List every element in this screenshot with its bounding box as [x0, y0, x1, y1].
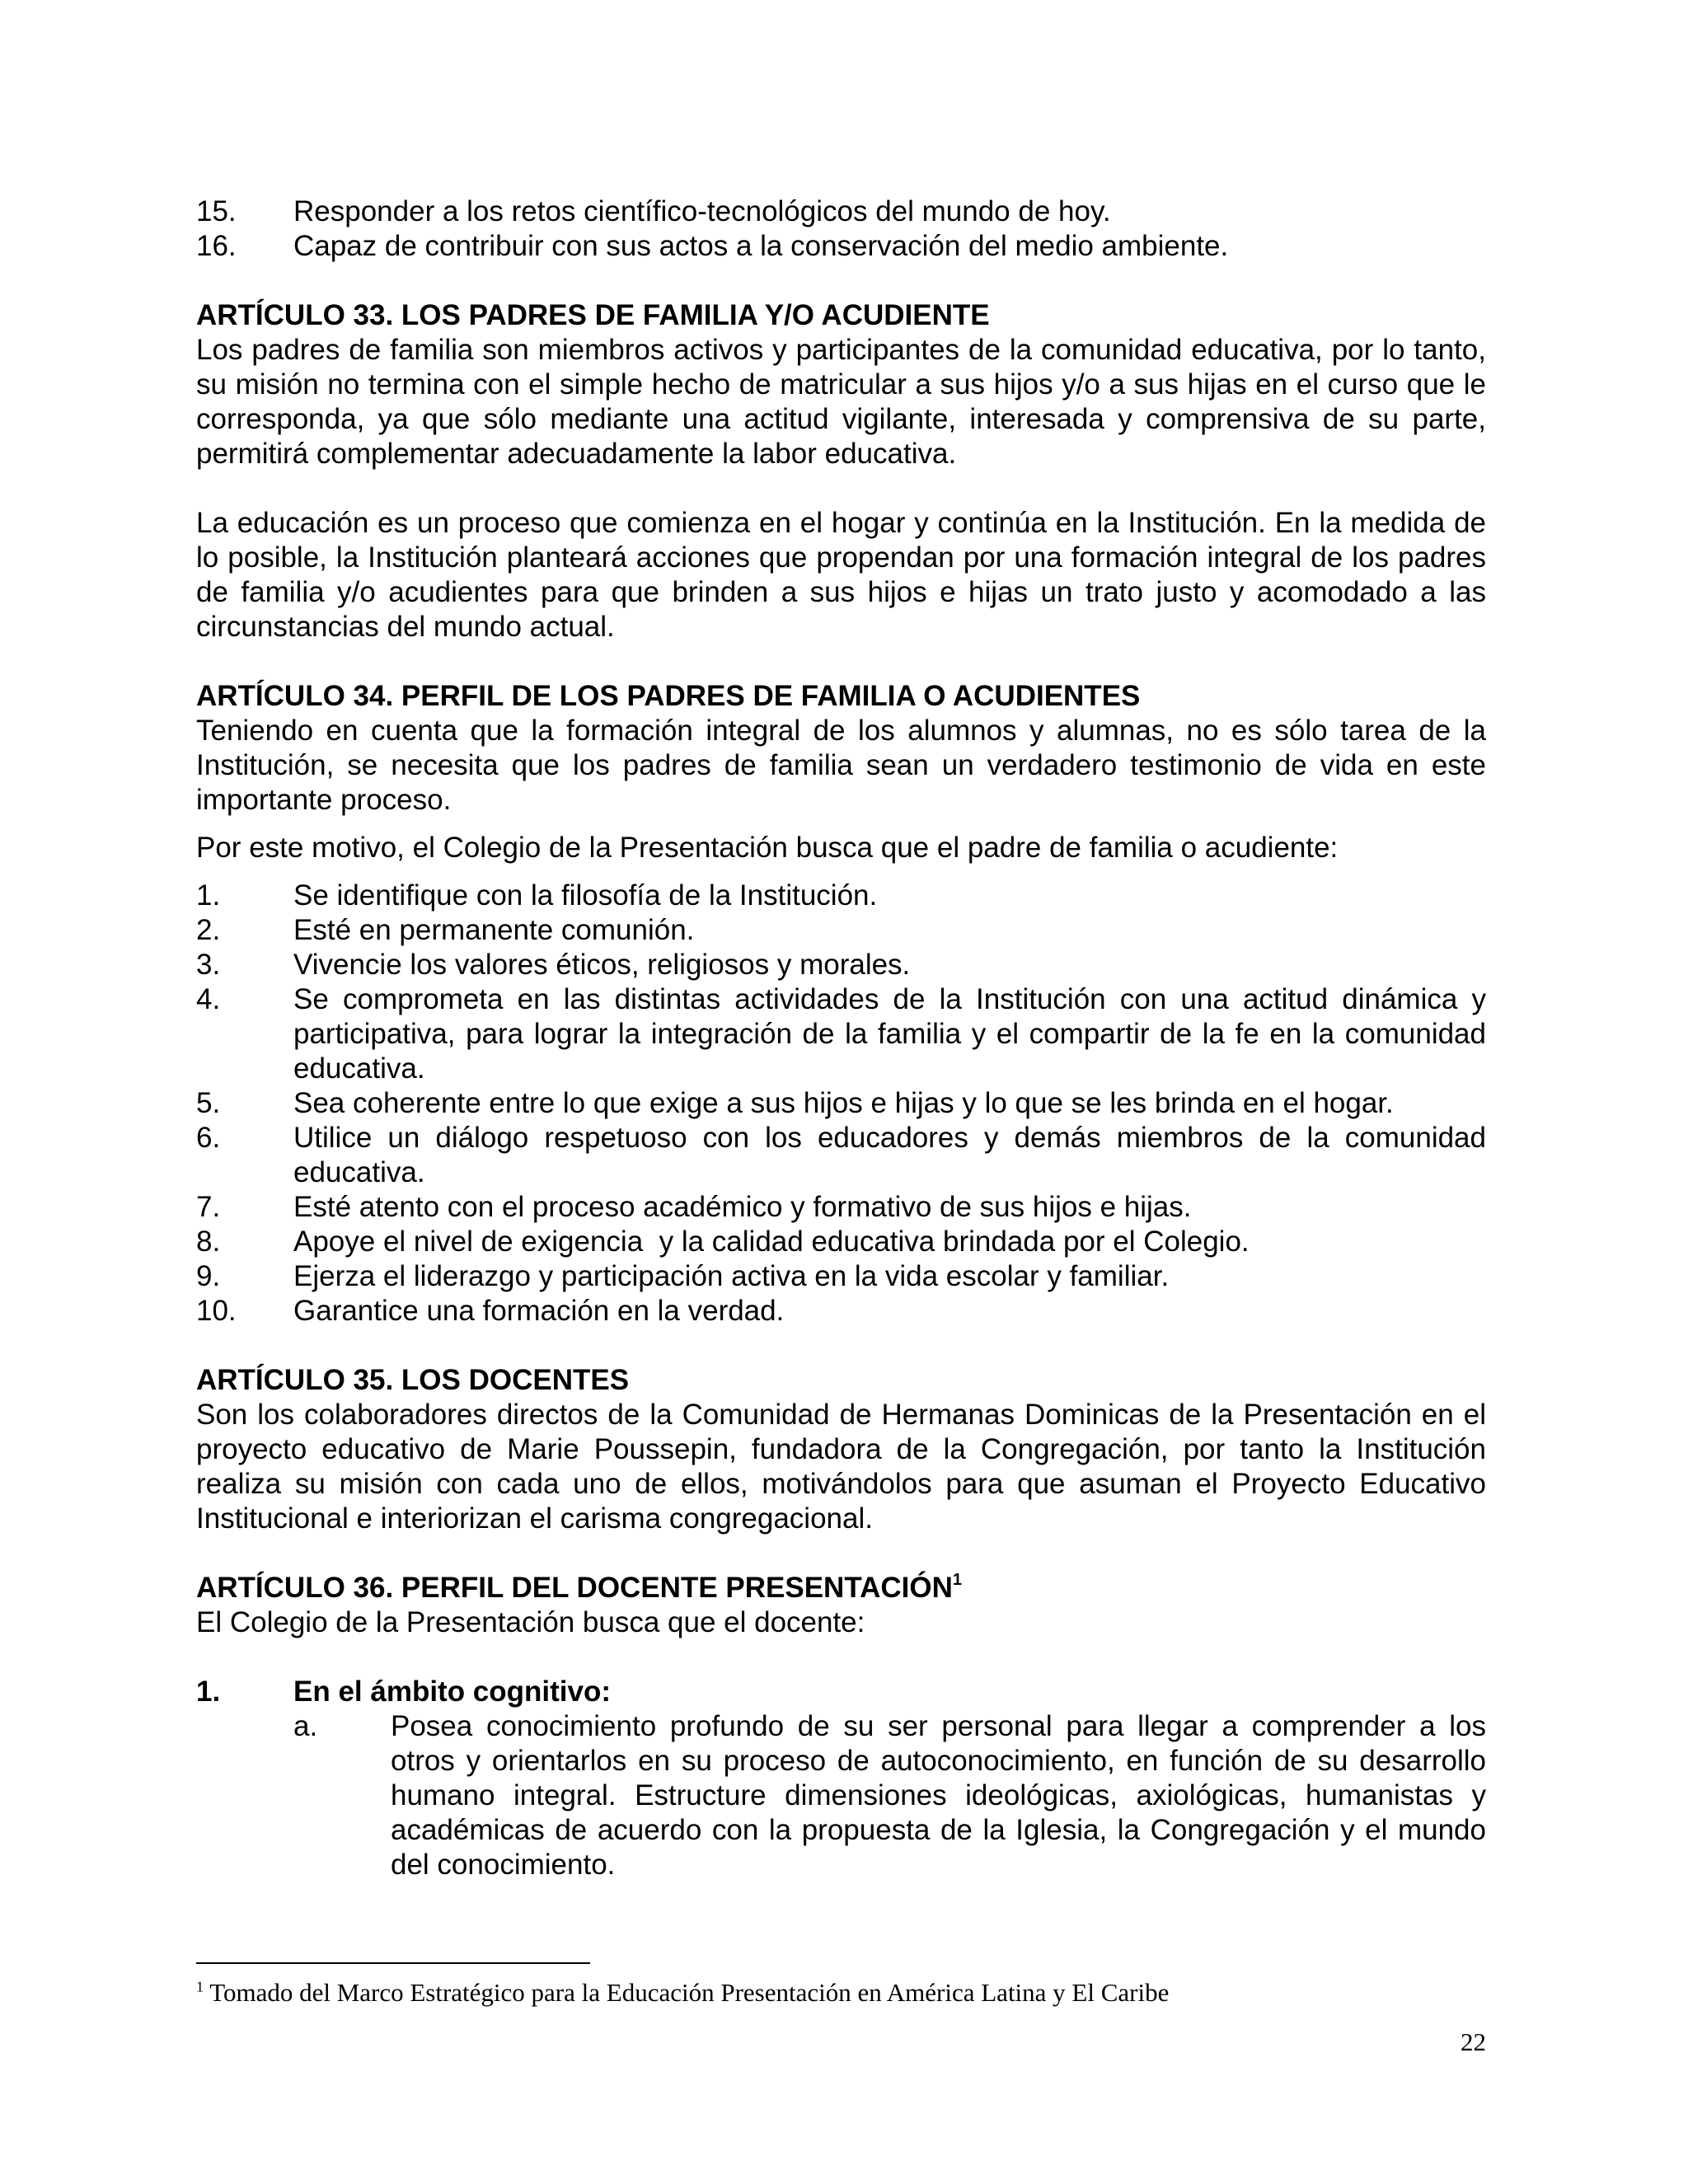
list-item [196, 1121, 1486, 1190]
list-item-text: Se identifique con la filosofía de la Institución. [293, 879, 878, 912]
list-item-number: 2. [196, 914, 221, 946]
section-number: 1. [196, 1675, 221, 1708]
list-item [196, 982, 1486, 1086]
article-33-heading: ARTÍCULO 33. LOS PADRES DE FAMILIA Y/O ACUDIENTE [196, 299, 990, 331]
sub-list-item-text: Posea conocimiento profundo de su ser personal para llegar a comprender a los otros y orientarlos en su proceso de autoconocimiento, en función de su desarrollo humano integral. Estructure dimensiones ideológicas, axiológicas, humanistas y académicas de acuerdo con la propuesta de la Iglesia, la Congregación y el mundo del conocimiento. [391, 1710, 1486, 1881]
spacer [196, 644, 1486, 679]
section-title: En el ámbito cognitivo: [293, 1675, 612, 1708]
article-33-paragraph-2: La educación es un proceso que comienza en el hogar y continúa en la Institución. En la medida de lo posible, la Institución planteará acciones que propendan por una formación integral de los padres de familia y/o acudientes para que brinden a sus hijos e hijas un trato justo y acomodado a las circunstancias del mundo actual. [196, 507, 1486, 643]
spacer [196, 471, 1486, 506]
spacer [196, 1329, 1486, 1363]
footnote-marker: 1 [196, 1978, 204, 1995]
page-number: 22 [1461, 2027, 1486, 2056]
article-33-paragraph-1: Los padres de familia son miembros activos y participantes de la comunidad educativa, por lo tanto, su misión no termina con el simple hecho de matricular a sus hijos y/o a sus hijas en el curso que le corresponda, ya que sólo mediante una actitud vigilante, interesada y comprensiva de su parte, permitirá complementar adecuadamente la labor educativa. [196, 334, 1486, 470]
list-item-number: 4. [196, 983, 221, 1015]
list-item-text: Esté atento con el proceso académico y formativo de sus hijos e hijas. [293, 1191, 1192, 1223]
list-item [196, 1294, 1486, 1329]
article-36-heading [196, 1571, 1486, 1605]
footnote-separator [196, 1962, 590, 1964]
list-item-number: 8. [196, 1226, 221, 1258]
list-item [196, 1259, 1486, 1294]
article-36-intro: El Colegio de la Presentación busca que el docente: [196, 1606, 865, 1638]
list-item [196, 879, 1486, 913]
spacer [196, 865, 1486, 879]
list-item-number: 1. [196, 879, 221, 912]
spacer [196, 1640, 1486, 1675]
document-page [196, 194, 1486, 1882]
list-item-text: Utilice un diálogo respetuoso con los educadores y demás miembros de la comunidad educativa. [293, 1122, 1486, 1188]
list-item-text: Capaz de contribuir con sus actos a la conservación del medio ambiente. [293, 230, 1229, 262]
list-item-number: 15. [196, 195, 237, 227]
list-item-number: 10. [196, 1295, 237, 1327]
list-item-text: Ejerza el liderazgo y participación activa en la vida escolar y familiar. [293, 1260, 1170, 1292]
list-item-text: Garantice una formación en la verdad. [293, 1295, 785, 1327]
footnote [196, 1978, 1486, 2008]
list-item [196, 913, 1486, 948]
list-item-text: Apoye el nivel de exigencia y la calidad educativa brindada por el Colegio. [293, 1226, 1250, 1258]
list-item [196, 229, 1486, 264]
list-item [196, 1086, 1486, 1121]
list-item-number: 9. [196, 1260, 221, 1292]
list-item-number: 16. [196, 230, 237, 262]
sub-list-item [293, 1709, 1486, 1882]
list-item [196, 1225, 1486, 1259]
footnote-text: Tomado del Marco Estratégico para la Educación Presentación en América Latina y El Caribe [204, 1978, 1170, 2007]
list-item-number: 6. [196, 1122, 221, 1154]
spacer [196, 1536, 1486, 1571]
article-34-paragraph-1: Teniendo en cuenta que la formación integral de los alumnos y alumnas, no es sólo tarea de la Institución, se necesita que los padres de familia sean un verdadero testimonio de vida en este importante proceso. [196, 715, 1486, 816]
article-35-heading: ARTÍCULO 35. LOS DOCENTES [196, 1364, 630, 1396]
list-item-number: 7. [196, 1191, 221, 1223]
spacer [196, 818, 1486, 831]
spacer [196, 264, 1486, 298]
article-34-paragraph-2: Por este motivo, el Colegio de la Presentación busca que el padre de familia o acudiente: [196, 832, 1339, 864]
section-heading [196, 1675, 1486, 1709]
article-35-paragraph-1: Son los colaboradores directos de la Comunidad de Hermanas Dominicas de la Presentación en el proyecto educativo de Marie Poussepin, fundadora de la Congregación, por tanto la Institución realiza su misión con cada uno de ellos, motivándolos para que asuman el Proyecto Educativo Institucional e interiorizan el carisma congregacional. [196, 1399, 1486, 1535]
list-item-text: Esté en permanente comunión. [293, 914, 695, 946]
list-item [196, 194, 1486, 229]
list-item-text: Se comprometa en las distintas actividades de la Institución con una actitud dinámica y participativa, para lograr la integración de la familia y el compartir de la fe en la comunidad educativa. [293, 983, 1486, 1085]
list-item-number: 5. [196, 1087, 221, 1119]
list-item [196, 948, 1486, 982]
list-item-text: Sea coherente entre lo que exige a sus hijos e hijas y lo que se les brinda en el hogar. [293, 1087, 1394, 1119]
footnote-reference[interactable]: 1 [952, 1571, 963, 1590]
list-item-number: 3. [196, 949, 221, 981]
list-item-text: Responder a los retos científico-tecnológicos del mundo de hoy. [293, 195, 1111, 227]
list-item-text: Vivencie los valores éticos, religiosos y morales. [293, 949, 911, 981]
list-item [196, 1190, 1486, 1225]
article-36-heading-text: ARTÍCULO 36. PERFIL DEL DOCENTE PRESENTACIÓN [196, 1572, 953, 1604]
sub-list-item-letter: a. [293, 1710, 318, 1742]
article-34-heading: ARTÍCULO 34. PERFIL DE LOS PADRES DE FAMILIA O ACUDIENTES [196, 680, 1141, 712]
